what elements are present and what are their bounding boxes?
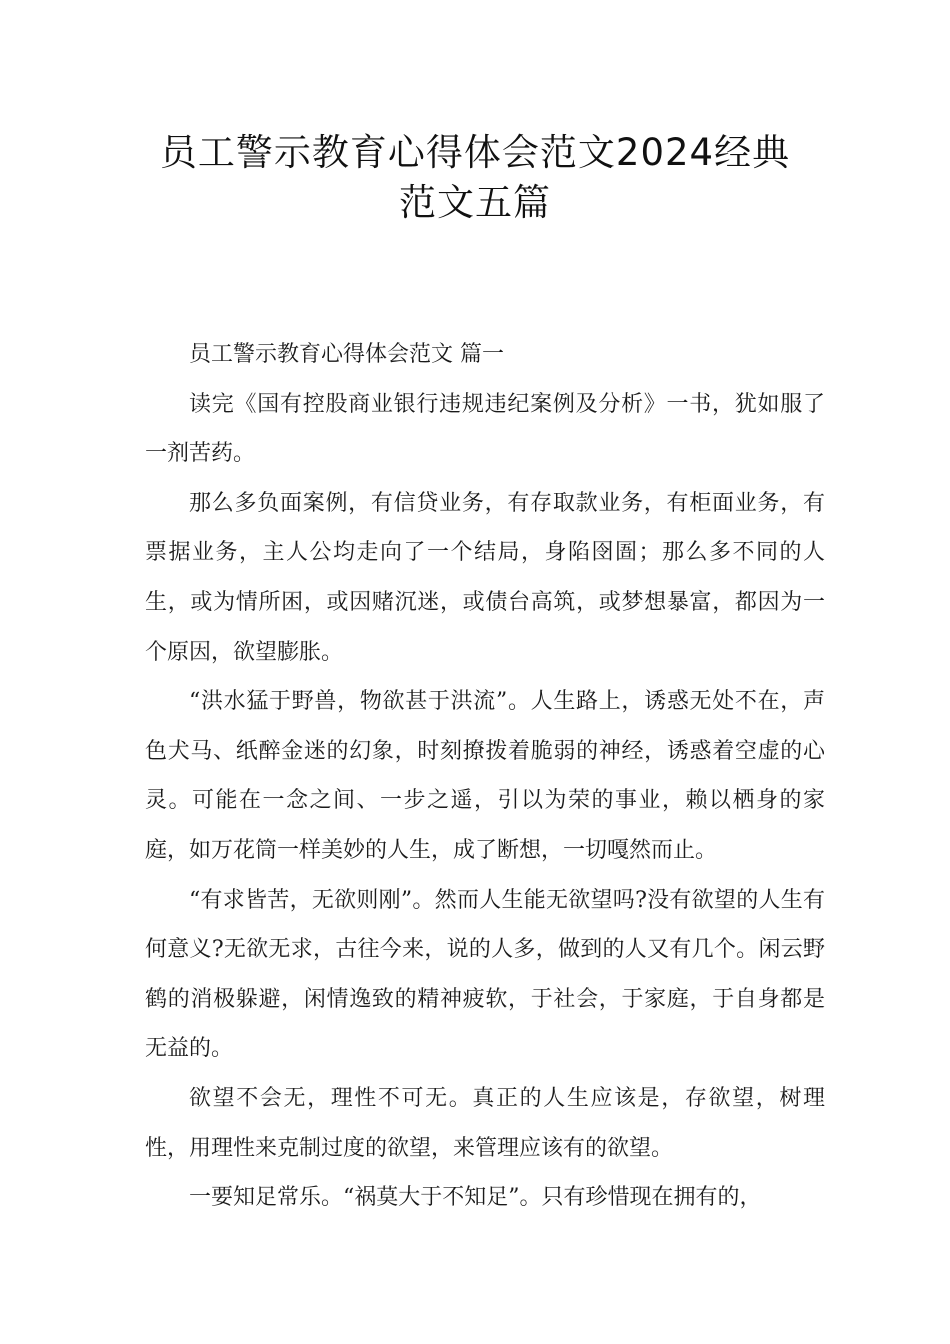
- document-title: [120, 128, 830, 228]
- paragraph: “有求皆苦，无欲则刚”。然而人生能无欲望吗?没有欲望的人生有何意义?无欲无求，古往今来，说的人多，做到的人又有几个。闲云野鹤的消极躲避，闲情逸致的精神疲软，于社会，于家庭，于自身都是无益的。: [145, 887, 825, 1062]
- document-body: [145, 330, 825, 1223]
- paragraph: “洪水猛于野兽，物欲甚于洪流”。人生路上，诱惑无处不在，声色犬马、纸醉金迷的幻象，时刻撩拨着脆弱的神经，诱惑着空虚的心灵。可能在一念之间、一步之遥，引以为荣的事业，赖以栖身的家庭，如万花筒一样美妙的人生，成了断想，一切嘎然而止。: [145, 689, 825, 863]
- title-line-1: 员工警示教育心得体会范文2024经典: [159, 131, 791, 174]
- paragraph: 那么多负面案例，有信贷业务，有存取款业务，有柜面业务，有票据业务，主人公均走向了一个结局，身陷囹圄；那么多不同的人生，或为情所困，或因赌沉迷，或债台高筑，或梦想暴富，都因为一个原因，欲望膨胀。: [145, 490, 825, 665]
- title-line-2: 范文五篇: [399, 181, 551, 224]
- section-heading: 员工警示教育心得体会范文 篇一: [189, 342, 504, 367]
- paragraph: 读完《国有控股商业银行违规违纪案例及分析》一书，犹如服了一剂苦药。: [145, 391, 825, 467]
- paragraph: 欲望不会无，理性不可无。真正的人生应该是，存欲望，树理性，用理性来克制过度的欲望，来管理应该有的欲望。: [145, 1085, 825, 1161]
- paragraph: 一要知足常乐。“祸莫大于不知足”。只有珍惜现在拥有的，: [189, 1185, 762, 1211]
